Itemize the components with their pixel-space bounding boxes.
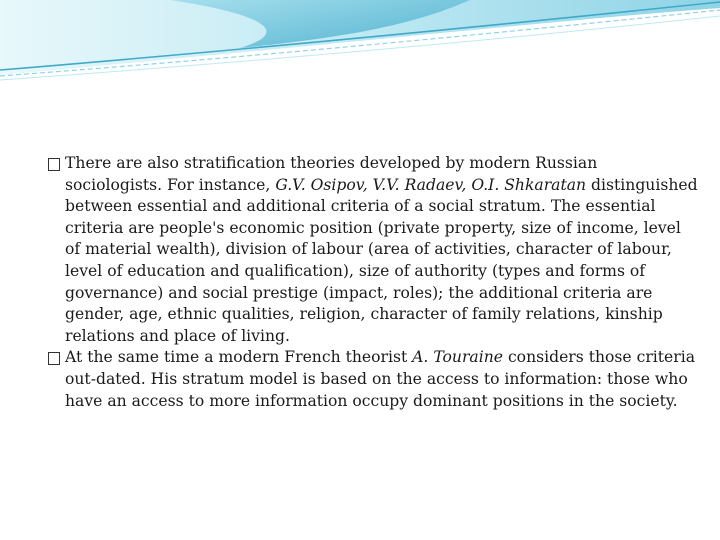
header-wave-decoration (0, 0, 720, 90)
body-text (48, 153, 698, 412)
paragraph-text: At the same time a modern French theorist (65, 348, 413, 367)
paragraph-text: distinguished between essential and additional criteria of a social stratum. The essential criteria are people's economic position (private property, size of income, level of material wealth), division of labour (area of activities, character of labour, level of education and qualification), size of authority (types and forms of governance) and social prestige (impact, roles); the additional criteria are gender, age, ethnic qualities, religion, character of family relations, kinship relations and place of living. (65, 175, 698, 345)
square-bullet-icon (48, 158, 60, 171)
paragraph-text: There are also stratification theories developed by modern Russian sociologists. For instance, (65, 154, 598, 194)
author-names: G.V. Osipov, V.V. Radaev, O.I. Shkaratan (275, 175, 587, 194)
square-bullet-icon (48, 352, 60, 365)
author-names: A. Touraine (412, 348, 503, 367)
paragraph (48, 347, 698, 412)
paragraph (48, 153, 698, 347)
paragraph-text: considers those criteria out-dated. His stratum model is based on the access to information: those who have an access to more information occupy dominant positions in the society. (65, 348, 696, 410)
